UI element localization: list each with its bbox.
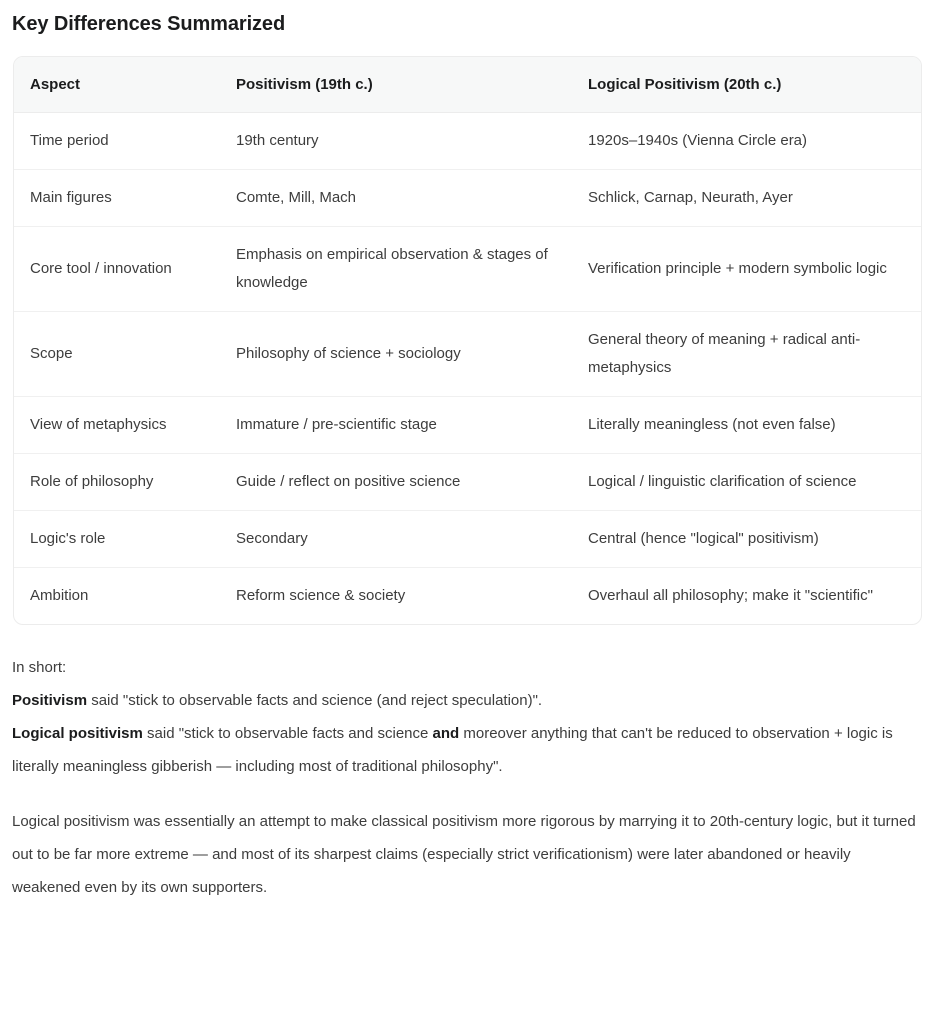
cell-logical-positivism: Central (hence "logical" positivism) bbox=[572, 511, 921, 568]
table-row bbox=[14, 454, 921, 511]
table-header bbox=[14, 57, 921, 113]
cell-aspect: Core tool / innovation bbox=[14, 227, 220, 312]
cell-positivism: Immature / pre-scientific stage bbox=[220, 397, 572, 454]
table-body bbox=[14, 113, 921, 625]
cell-logical-positivism: General theory of meaning + radical anti-metaphysics bbox=[572, 312, 921, 397]
cell-aspect: Ambition bbox=[30, 587, 89, 604]
summary-prose bbox=[0, 651, 935, 904]
cell-aspect: Logic's role bbox=[14, 511, 220, 568]
cell-aspect: Main figures bbox=[14, 170, 220, 227]
cell-aspect: Time period bbox=[14, 113, 220, 170]
summary-emphasis-and: and bbox=[432, 725, 460, 742]
cell-logical-positivism: Literally meaningless (not even false) bbox=[572, 397, 921, 454]
cell-positivism: Philosophy of science + sociology bbox=[220, 312, 572, 397]
comparison-table bbox=[14, 57, 921, 624]
table-row bbox=[14, 113, 921, 170]
page-title: Key Differences Summarized bbox=[12, 13, 286, 35]
summary-positivism-label: Positivism bbox=[12, 692, 88, 709]
cell-aspect: Scope bbox=[14, 312, 220, 397]
cell-aspect: Role of philosophy bbox=[14, 454, 220, 511]
cell-positivism: Comte, Mill, Mach bbox=[220, 170, 572, 227]
summary-logical-positivism-label: Logical positivism bbox=[12, 725, 143, 742]
cell-positivism: Reform science & society bbox=[236, 587, 406, 604]
column-header-positivism: Positivism (19th c.) bbox=[220, 57, 572, 113]
column-header-aspect: Aspect bbox=[14, 57, 220, 113]
table-row bbox=[14, 227, 921, 312]
table-row bbox=[14, 170, 921, 227]
cell-positivism: Emphasis on empirical observation & stages of knowledge bbox=[220, 227, 572, 312]
cell-positivism: Secondary bbox=[220, 511, 572, 568]
summary-logical-positivism-text-2: moreover anything that can't be reduced to observation + logic is literally meaningless gibberish — including most of traditional philosophy". bbox=[12, 725, 893, 775]
summary-positivism-text: said "stick to observable facts and science (and reject speculation)". bbox=[87, 692, 543, 709]
cell-positivism: 19th century bbox=[220, 113, 572, 170]
cell-logical-positivism: Overhaul all philosophy; make it "scientific" bbox=[588, 587, 873, 604]
table-row bbox=[14, 511, 921, 568]
table-row bbox=[14, 397, 921, 454]
column-header-logical-positivism: Logical Positivism (20th c.) bbox=[572, 57, 921, 113]
summary-intro: In short: bbox=[12, 659, 67, 676]
table-row bbox=[14, 568, 921, 625]
summary-logical-positivism-text-1: said "stick to observable facts and science bbox=[142, 725, 433, 742]
cell-logical-positivism: Schlick, Carnap, Neurath, Ayer bbox=[572, 170, 921, 227]
cell-logical-positivism: 1920s–1940s (Vienna Circle era) bbox=[572, 113, 921, 170]
summary-closing-paragraph: Logical positivism was essentially an attempt to make classical positivism more rigorous by marrying it to 20th-century logic, but it turned out to be far more extreme — and most of its sharpest claims (especially strict verificationism) were later abandoned or heavily weakened even by its own supporters. bbox=[12, 813, 916, 896]
cell-positivism: Guide / reflect on positive science bbox=[220, 454, 572, 511]
summary-short-paragraph bbox=[12, 651, 923, 783]
table-header-row bbox=[14, 57, 921, 113]
cell-aspect: View of metaphysics bbox=[14, 397, 220, 454]
cell-logical-positivism: Verification principle + modern symbolic logic bbox=[572, 227, 921, 312]
cell-logical-positivism: Logical / linguistic clarification of science bbox=[572, 454, 921, 511]
table-row bbox=[14, 312, 921, 397]
comparison-table-card bbox=[13, 56, 922, 625]
